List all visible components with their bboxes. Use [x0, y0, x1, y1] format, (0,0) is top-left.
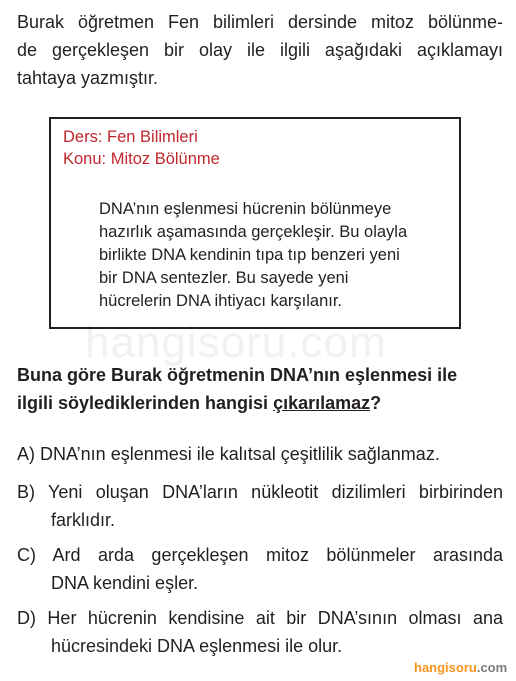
question-line: Buna göre Burak öğretmenin DNA’nın eşlenmesi ile: [17, 365, 458, 385]
intro-paragraph: [17, 8, 503, 92]
option-d[interactable]: [17, 604, 503, 660]
board-line: hazırlık aşamasında gerçekleşir. Bu olayla: [99, 223, 408, 241]
intro-line: tahtaya yazmıştır.: [17, 68, 159, 88]
board-box: [49, 117, 461, 329]
option-a[interactable]: [17, 440, 503, 468]
option-b-text: B) Yeni oluşan DNA’ların nükleotit dizilimleri birbirinden: [17, 482, 503, 502]
option-c-continuation: DNA kendini eşler.: [51, 573, 199, 593]
board-line: hücrelerin DNA ihtiyacı karşılanır.: [99, 292, 343, 310]
board-line: birlikte DNA kendinin tıpa tıp benzeri yeni: [99, 246, 400, 264]
logo-domain: .com: [476, 660, 508, 675]
board-line: DNA’nın eşlenmesi hücrenin bölünmeye: [99, 200, 392, 218]
question-text-part: ilgili söylediklerinden hangisi: [17, 393, 274, 413]
question-emphasis: çıkarılamaz: [273, 393, 371, 413]
site-logo: [414, 660, 507, 675]
board-content: [99, 198, 449, 313]
question-text: [17, 361, 503, 417]
logo-name: hangisoru: [414, 660, 477, 675]
option-a-text: A) DNA’nın eşlenmesi ile kalıtsal çeşitlilik sağlanmaz.: [17, 444, 440, 464]
intro-line: Burak öğretmen Fen bilimleri dersinde mitoz bölünme-: [17, 12, 503, 32]
board-topic: Konu: Mitoz Bölünme: [63, 150, 220, 168]
board-subject: Ders: Fen Bilimleri: [63, 128, 198, 146]
board-line: bir DNA sentezler. Bu sayede yeni: [99, 269, 349, 287]
option-b[interactable]: [17, 478, 503, 534]
option-c-text: C) Ard arda gerçekleşen mitoz bölünmeler arasında: [17, 545, 503, 565]
option-c[interactable]: [17, 541, 503, 597]
intro-line: de gerçekleşen bir olay ile ilgili aşağıdaki açıklamayı: [17, 40, 503, 60]
option-b-continuation: farklıdır.: [51, 510, 116, 530]
option-d-text: D) Her hücrenin kendisine ait bir DNA’sının olması ana: [17, 608, 503, 628]
watermark: hangisoru.com: [85, 318, 387, 367]
question-mark: ?: [370, 393, 382, 413]
question-line: [17, 389, 503, 417]
option-d-continuation: hücresindeki DNA eşlenmesi ile olur.: [51, 636, 343, 656]
